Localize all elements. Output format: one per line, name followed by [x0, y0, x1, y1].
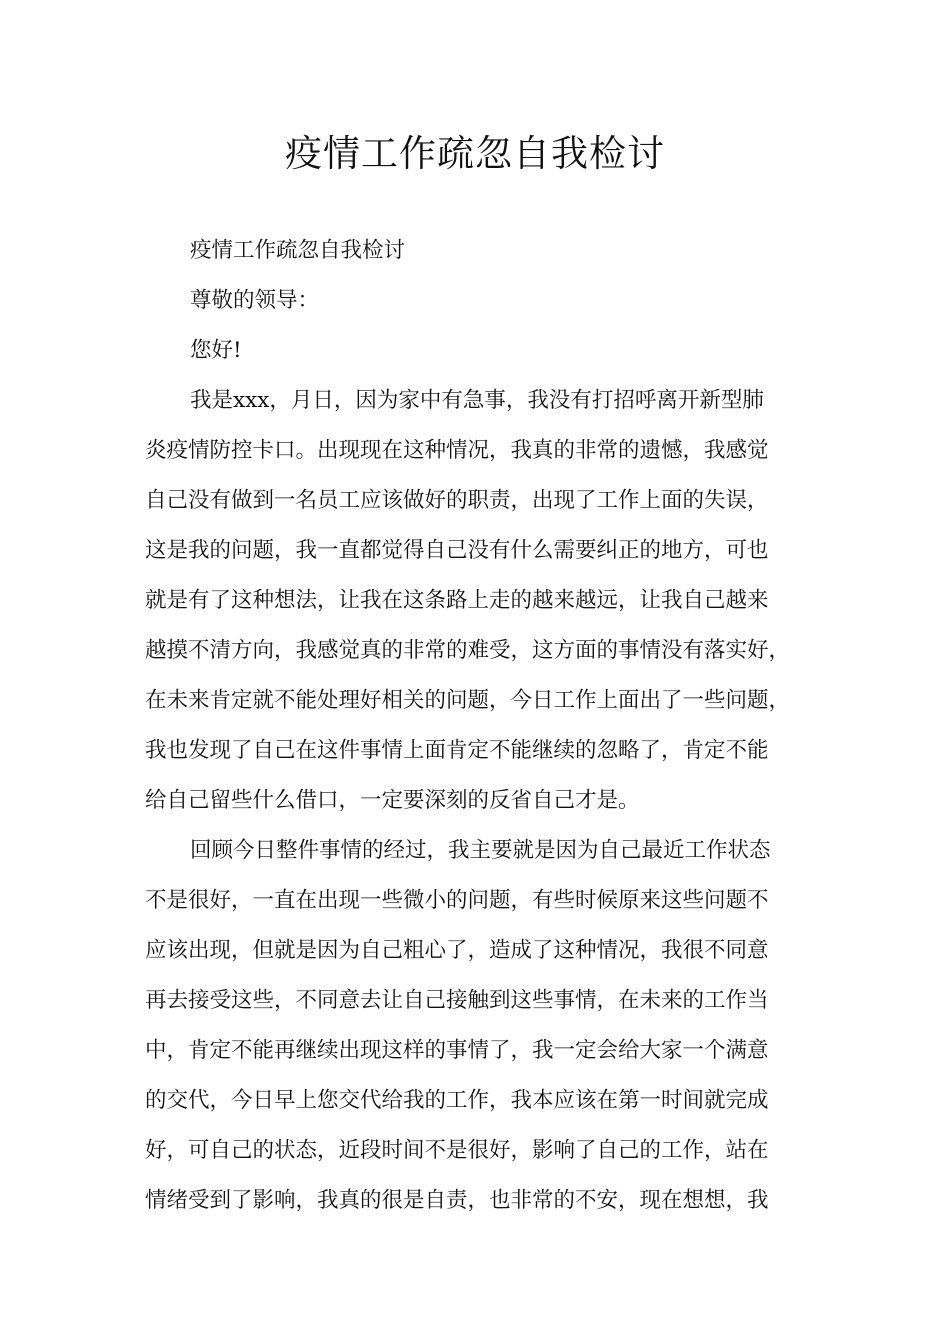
document-title: 疫情工作疏忽自我检讨	[285, 132, 665, 175]
paragraph-line: 的交代，今日早上您交代给我的工作，我本应该在第一时间就完成	[145, 1088, 769, 1113]
paragraph-line: 给自己留些什么借口，一定要深刻的反省自己才是。	[145, 788, 640, 813]
greeting-line: 您好!	[190, 338, 242, 363]
subtitle-line: 疫情工作疏忽自我检讨	[190, 238, 406, 263]
paragraph-line: 情绪受到了影响，我真的很是自责，也非常的不安，现在想想，我	[145, 1188, 769, 1213]
paragraph-line: 再去接受这些，不同意去让自己接触到这些事情，在未来的工作当	[145, 988, 769, 1013]
paragraph-line: 就是有了这种想法，让我在这条路上走的越来越远，让我自己越来	[145, 588, 769, 613]
paragraph-line: 不是很好，一直在出现一些微小的问题，有些时候原来这些问题不	[145, 888, 769, 913]
paragraph-line: 应该出现，但就是因为自己粗心了，造成了这种情况，我很不同意	[145, 938, 769, 963]
paragraph-line: 中，肯定不能再继续出现这样的事情了，我一定会给大家一个满意	[145, 1038, 769, 1063]
paragraph-line: 在未来肯定就不能处理好相关的问题，今日工作上面出了一些问题，	[145, 688, 791, 713]
paragraph-line: 好，可自己的状态，近段时间不是很好，影响了自己的工作，站在	[145, 1138, 769, 1163]
salutation-line: 尊敬的领导：	[190, 288, 320, 313]
paragraph-line: 我也发现了自己在这件事情上面肯定不能继续的忽略了，肯定不能	[145, 738, 769, 763]
paragraph-line: 炎疫情防控卡口。出现现在这种情况，我真的非常的遗憾，我感觉	[145, 438, 769, 463]
paragraph-line: 越摸不清方向，我感觉真的非常的难受，这方面的事情没有落实好，	[145, 638, 791, 663]
paragraph-line: 回顾今日整件事情的经过，我主要就是因为自己最近工作状态	[190, 838, 771, 863]
paragraph-line: 这是我的问题，我一直都觉得自己没有什么需要纠正的地方，可也	[145, 538, 769, 563]
paragraph-line: 自己没有做到一名员工应该做好的职责，出现了工作上面的失误，	[145, 488, 769, 513]
paragraph-line: 我是xxx，月日，因为家中有急事，我没有打招呼离开新型肺	[190, 388, 764, 413]
